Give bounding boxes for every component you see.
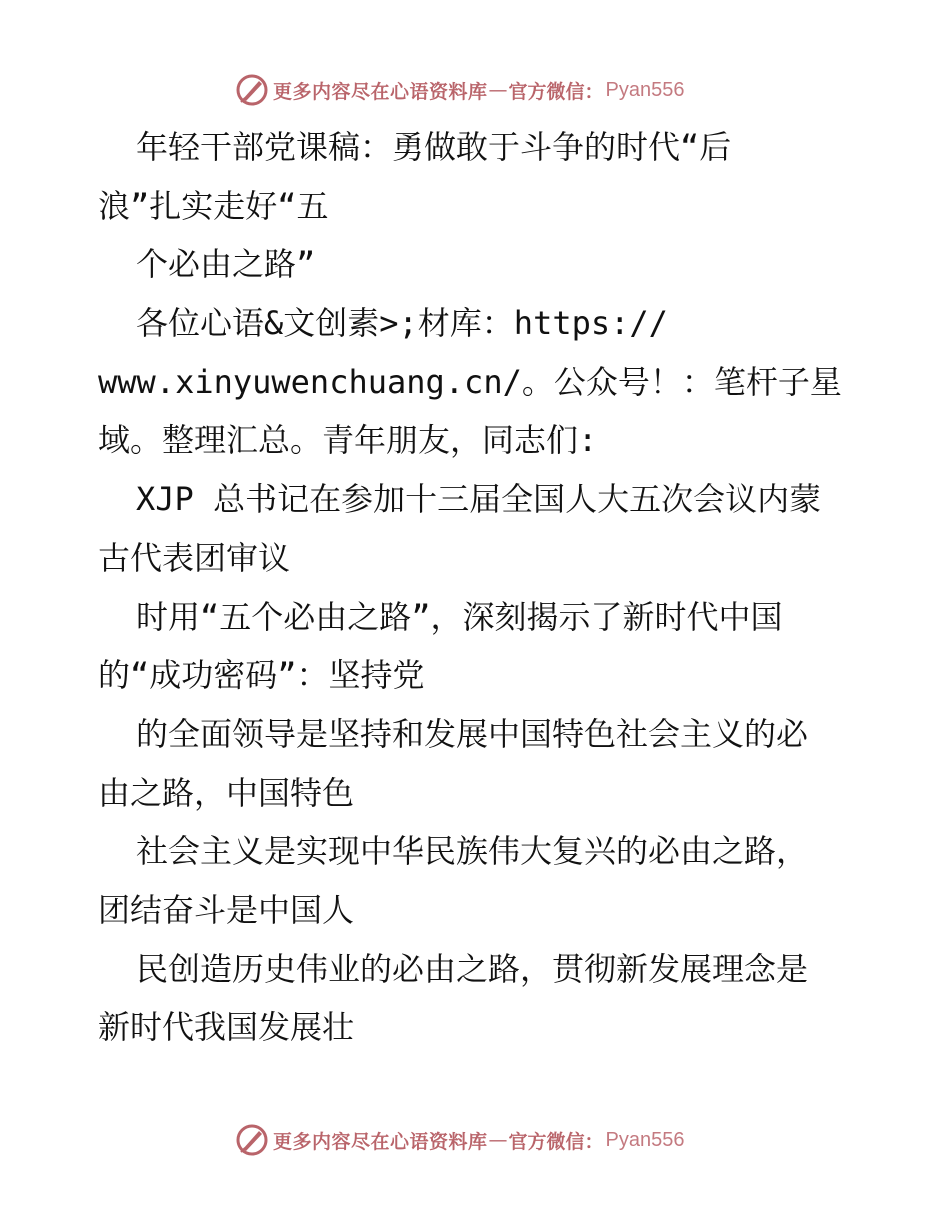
- footer-separator: —: [488, 1129, 508, 1151]
- header-wechat-label: 官方微信：: [508, 80, 604, 103]
- text-line: 民创造历史伟业的必由之路，贯彻新发展理念是: [136, 949, 809, 988]
- footer-wechat-label: 官方微信：: [508, 1130, 604, 1153]
- footer-banner-text: 更多内容尽在心语资料库: [273, 1130, 488, 1153]
- header-wechat-id: Pyan556: [605, 78, 685, 101]
- quill-seal-logo-icon: [235, 1123, 269, 1157]
- text-line: 各位心语&文创素>;材库：https://: [136, 304, 668, 343]
- text-line: 年轻干部党课稿：勇做敢于斗争的时代“后: [136, 128, 732, 166]
- text-line: XJP 总书记在参加十三届全国人大五次会议内蒙: [136, 480, 822, 519]
- footer-banner: [235, 1120, 685, 1160]
- text-line: 由之路，中国特色: [98, 773, 355, 812]
- text-line: 的全面领导是坚持和发展中国特色社会主义的必: [136, 714, 809, 753]
- text-line: 古代表团审议: [98, 538, 291, 577]
- text-line: 新时代我国发展壮: [98, 1008, 355, 1047]
- text-line: 域。整理汇总。青年朋友，同志们:: [98, 421, 598, 460]
- text-line: 时用“五个必由之路”，深刻揭示了新时代中国: [136, 597, 783, 636]
- document-body: [98, 118, 868, 1057]
- footer-wechat-id: Pyan556: [605, 1128, 685, 1151]
- text-line: www.xinyuwenchuang.cn/。公众号！：笔杆子星: [98, 362, 842, 401]
- text-line: 团结奋斗是中国人: [98, 890, 355, 929]
- text-line: 社会主义是实现中华民族伟大复兴的必由之路，: [136, 832, 809, 871]
- header-banner-text: 更多内容尽在心语资料库: [273, 80, 488, 103]
- text-line: 个必由之路”: [136, 245, 316, 284]
- text-line: 浪”扎实走好“五: [98, 186, 329, 225]
- header-banner: [235, 70, 685, 110]
- quill-seal-logo-icon: [235, 73, 269, 107]
- header-separator: —: [488, 79, 508, 101]
- text-line: 的“成功密码”：坚持党: [98, 656, 425, 695]
